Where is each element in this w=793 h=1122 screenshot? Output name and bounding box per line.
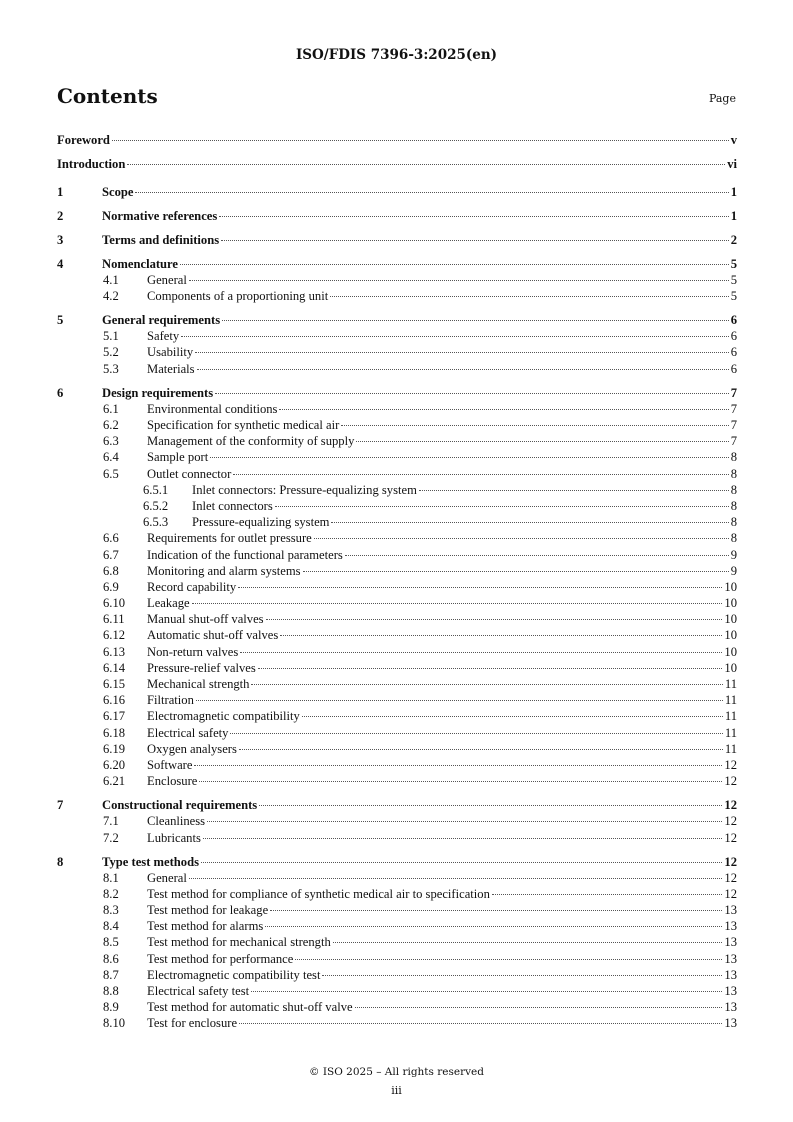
toc-entry-number: 8 bbox=[57, 854, 64, 869]
toc-entry-number: 8.3 bbox=[103, 903, 119, 918]
toc-entry-number: 8.7 bbox=[103, 967, 119, 982]
toc-entry-title: Electromagnetic compatibility test bbox=[147, 967, 321, 982]
toc-entry-number: 6.17 bbox=[103, 709, 126, 724]
dot-leader bbox=[221, 240, 729, 241]
toc-entry-title: Outlet connector bbox=[147, 466, 232, 481]
toc-entry-page: 7 bbox=[730, 434, 737, 449]
toc-entry-title: Safety bbox=[147, 329, 180, 344]
toc-entry-title: Nomenclature bbox=[102, 256, 179, 271]
toc-entry[interactable] bbox=[57, 870, 737, 886]
toc-entry[interactable] bbox=[57, 951, 737, 967]
dot-leader bbox=[265, 926, 722, 927]
toc-entry-page: 13 bbox=[724, 919, 737, 934]
toc-entry[interactable] bbox=[57, 886, 737, 902]
toc-entry-number: 7.1 bbox=[103, 814, 119, 829]
toc-entry-title: Oxygen analysers bbox=[147, 741, 237, 756]
toc-entry-title: Introduction bbox=[57, 152, 126, 176]
toc-entry-number: 6.9 bbox=[103, 579, 119, 594]
toc-entry[interactable] bbox=[57, 741, 737, 757]
toc-entry-page: 8 bbox=[730, 466, 737, 481]
toc-entry-number: 6.5 bbox=[103, 466, 119, 481]
toc-entry[interactable] bbox=[57, 902, 737, 918]
toc-entry-title: Indication of the functional parameters bbox=[147, 547, 343, 562]
toc-entry-number: 6.12 bbox=[103, 628, 126, 643]
dot-leader bbox=[207, 821, 722, 822]
toc-entry[interactable] bbox=[57, 725, 737, 741]
toc-entry[interactable] bbox=[57, 644, 737, 660]
toc-entry-title: Management of the conformity of supply bbox=[147, 434, 355, 449]
toc-entry-page: 10 bbox=[724, 628, 737, 643]
toc-entry[interactable] bbox=[57, 999, 737, 1015]
toc-entry-page: 6 bbox=[730, 329, 737, 344]
toc-entry-title: Lubricants bbox=[147, 830, 201, 845]
contents-title: Contents bbox=[57, 84, 158, 108]
toc-entry[interactable] bbox=[57, 579, 737, 595]
toc-entry-page: 1 bbox=[730, 184, 737, 199]
toc-entry[interactable] bbox=[57, 344, 737, 360]
page-number: iii bbox=[391, 1084, 402, 1097]
toc-entry-number: 2 bbox=[57, 208, 64, 223]
dot-leader bbox=[194, 765, 722, 766]
toc-entry[interactable] bbox=[57, 208, 737, 224]
dot-leader bbox=[330, 296, 729, 297]
toc-entry-number: 8.6 bbox=[103, 951, 119, 966]
toc-entry-number: 5.1 bbox=[103, 329, 119, 344]
dot-leader bbox=[322, 975, 722, 976]
toc-entry[interactable] bbox=[57, 854, 737, 870]
toc-entry-number: 4.2 bbox=[103, 289, 119, 304]
toc-entry-number: 8.10 bbox=[103, 1016, 126, 1031]
dot-leader bbox=[203, 838, 723, 839]
toc-entry-page: 11 bbox=[724, 741, 737, 756]
toc-entry-number: 6.6 bbox=[103, 531, 119, 546]
toc-entry-page: 8 bbox=[730, 531, 737, 546]
toc-entry-number: 6.3 bbox=[103, 434, 119, 449]
toc-entry-number: 6.8 bbox=[103, 563, 119, 578]
toc-entry-title: Constructional requirements bbox=[102, 798, 258, 813]
toc-entry-title: Sample port bbox=[147, 450, 209, 465]
toc-entry[interactable] bbox=[57, 482, 737, 498]
dot-leader bbox=[333, 942, 723, 943]
toc-entry[interactable] bbox=[57, 530, 737, 546]
toc-entry[interactable] bbox=[57, 449, 737, 465]
toc-entry[interactable] bbox=[57, 813, 737, 829]
dot-leader bbox=[251, 991, 722, 992]
dot-leader bbox=[345, 555, 729, 556]
toc-entry-page: 8 bbox=[730, 515, 737, 530]
toc-entry-number: 6.4 bbox=[103, 450, 119, 465]
toc-entry[interactable] bbox=[57, 563, 737, 579]
toc-entry-number: 8.5 bbox=[103, 935, 119, 950]
toc-entry-page: 5 bbox=[730, 272, 737, 287]
dot-leader bbox=[302, 716, 723, 717]
dot-leader bbox=[356, 441, 728, 442]
toc-entry[interactable] bbox=[57, 967, 737, 983]
dot-leader bbox=[219, 216, 728, 217]
toc-entry[interactable] bbox=[57, 660, 737, 676]
toc-entry-title: Test for enclosure bbox=[147, 1016, 238, 1031]
toc-entry-title: Record capability bbox=[147, 579, 237, 594]
toc-entry-title: Terms and definitions bbox=[102, 232, 220, 247]
toc-entry-number: 6.13 bbox=[103, 644, 126, 659]
toc-entry-page: 12 bbox=[724, 814, 737, 829]
toc-entry-number: 3 bbox=[57, 232, 64, 247]
toc-entry-title: Filtration bbox=[147, 693, 194, 708]
toc-entry-page: 12 bbox=[724, 854, 737, 869]
dot-leader bbox=[341, 425, 728, 426]
dot-leader bbox=[199, 781, 722, 782]
toc-entry-number: 6.10 bbox=[103, 596, 126, 611]
toc-entry-page: 11 bbox=[724, 709, 737, 724]
toc-entry-title: Pressure-relief valves bbox=[147, 660, 256, 675]
dot-leader bbox=[280, 635, 722, 636]
dot-leader bbox=[239, 749, 723, 750]
toc-entry-page: 12 bbox=[724, 870, 737, 885]
dot-leader bbox=[238, 587, 722, 588]
toc-entry[interactable] bbox=[57, 692, 737, 708]
toc-entry-title: Test method for compliance of synthetic medical air to specification bbox=[147, 886, 490, 901]
toc-entry-page: 10 bbox=[724, 612, 737, 627]
toc-entry-page: 6 bbox=[730, 361, 737, 376]
dot-leader bbox=[180, 264, 729, 265]
toc-entry-title: General requirements bbox=[102, 313, 221, 328]
toc-entry-page: 8 bbox=[730, 482, 737, 497]
toc-entry-page: 13 bbox=[724, 935, 737, 950]
dot-leader bbox=[127, 164, 725, 165]
toc-entry-title: Software bbox=[147, 757, 193, 772]
toc-entry[interactable] bbox=[57, 547, 737, 563]
toc-entry[interactable] bbox=[57, 433, 737, 449]
page-column-label: Page bbox=[708, 92, 736, 105]
toc-entry-number: 8.8 bbox=[103, 984, 119, 998]
toc-entry-page: vi bbox=[726, 152, 737, 176]
toc-entry-number: 8.2 bbox=[103, 886, 119, 901]
toc-entry-page: 12 bbox=[724, 830, 737, 845]
toc-entry[interactable] bbox=[57, 676, 737, 692]
toc-entry-number: 7.2 bbox=[103, 830, 119, 845]
dot-leader bbox=[355, 1007, 723, 1008]
toc-entry[interactable] bbox=[57, 934, 737, 950]
toc-entry-page: 8 bbox=[730, 498, 737, 513]
toc-entry-page: 11 bbox=[724, 677, 737, 692]
toc-entry-page: 7 bbox=[730, 418, 737, 433]
toc-entry[interactable] bbox=[57, 1015, 737, 1031]
toc-entry[interactable] bbox=[57, 757, 737, 773]
toc-entry-page: 2 bbox=[730, 232, 737, 247]
toc-entry-title: General bbox=[147, 870, 187, 885]
toc-entry-page: 6 bbox=[730, 345, 737, 360]
toc-entry-number: 6.19 bbox=[103, 741, 126, 756]
dot-leader bbox=[181, 336, 729, 337]
dot-leader bbox=[197, 369, 729, 370]
toc-entry-title: Inlet connectors: Pressure-equalizing system bbox=[192, 482, 417, 497]
toc-entry-page: 12 bbox=[724, 798, 737, 813]
toc-entry-number: 6.5.3 bbox=[143, 515, 169, 530]
toc-entry-number: 6.7 bbox=[103, 547, 119, 562]
toc-entry-number: 5 bbox=[57, 313, 64, 328]
toc-entry-number: 6.18 bbox=[103, 725, 126, 740]
dot-leader bbox=[266, 619, 723, 620]
toc-entry-page: 9 bbox=[730, 547, 737, 562]
toc-entry-page: v bbox=[730, 128, 737, 152]
toc-entry-page: 10 bbox=[724, 644, 737, 659]
toc-entry-title: Materials bbox=[147, 361, 195, 376]
toc-entry-title: Specification for synthetic medical air bbox=[147, 418, 340, 433]
dot-leader bbox=[259, 805, 722, 806]
dot-leader bbox=[201, 862, 722, 863]
toc-entry[interactable] bbox=[57, 466, 737, 482]
toc-entry-title: Environmental conditions bbox=[147, 401, 278, 416]
toc-entry[interactable] bbox=[57, 983, 737, 999]
toc-entry-title: Electromagnetic compatibility bbox=[147, 709, 300, 724]
toc-entry-number: 5.2 bbox=[103, 345, 119, 360]
toc-entry[interactable] bbox=[57, 232, 737, 248]
dot-leader bbox=[251, 684, 722, 685]
toc-entry-number: 8.9 bbox=[103, 1000, 119, 1015]
toc-entry[interactable] bbox=[57, 773, 737, 789]
toc-entry-title: Scope bbox=[102, 184, 134, 199]
toc-entry-page: 12 bbox=[724, 886, 737, 901]
dot-leader bbox=[258, 668, 723, 669]
toc-entry[interactable] bbox=[57, 797, 737, 813]
toc-entry[interactable] bbox=[57, 256, 737, 272]
toc-entry-title: Test method for mechanical strength bbox=[147, 935, 331, 950]
toc-entry-number: 6.14 bbox=[103, 660, 126, 675]
toc-entry[interactable] bbox=[57, 385, 737, 401]
toc-entry-title: Foreword bbox=[57, 128, 111, 152]
toc-entry-number: 6 bbox=[57, 385, 64, 400]
toc-entry[interactable] bbox=[57, 401, 737, 417]
toc-entry-title: Normative references bbox=[102, 208, 218, 223]
copyright-footer: © ISO 2025 – All rights reserved bbox=[309, 1066, 484, 1078]
toc-entry-number: 6.5.2 bbox=[143, 498, 169, 513]
toc-entry-number: 6.5.1 bbox=[143, 482, 169, 497]
dot-leader bbox=[295, 959, 722, 960]
dot-leader bbox=[192, 603, 723, 604]
toc-entry-title: Type test methods bbox=[102, 854, 200, 869]
toc-entry[interactable] bbox=[57, 152, 737, 176]
toc-entry-title: Non-return valves bbox=[147, 644, 239, 659]
toc-entry[interactable] bbox=[57, 830, 737, 846]
dot-leader bbox=[240, 652, 722, 653]
toc-entry-page: 10 bbox=[724, 579, 737, 594]
toc-entry-page: 10 bbox=[724, 596, 737, 611]
dot-leader bbox=[222, 320, 729, 321]
toc-entry[interactable] bbox=[57, 498, 737, 514]
dot-leader bbox=[135, 192, 728, 193]
toc-entry[interactable] bbox=[57, 312, 737, 328]
toc-entry-number: 6.11 bbox=[103, 612, 125, 627]
toc-entry-title: Requirements for outlet pressure bbox=[147, 531, 312, 546]
dot-leader bbox=[233, 474, 728, 475]
toc-entry-page: 5 bbox=[730, 289, 737, 304]
toc-entry-page: 13 bbox=[724, 967, 737, 982]
toc-entry-page: 13 bbox=[724, 951, 737, 966]
dot-leader bbox=[239, 1023, 722, 1024]
toc-entry[interactable] bbox=[57, 918, 737, 934]
table-of-contents bbox=[57, 128, 737, 1032]
dot-leader bbox=[189, 878, 723, 879]
dot-leader bbox=[230, 733, 722, 734]
toc-entry-page: 13 bbox=[724, 903, 737, 918]
toc-entry-page: 11 bbox=[724, 725, 737, 740]
toc-entry[interactable] bbox=[57, 272, 737, 288]
toc-entry-title: Test method for alarms bbox=[147, 919, 264, 934]
toc-entry[interactable] bbox=[57, 288, 737, 304]
toc-entry-title: Monitoring and alarm systems bbox=[147, 563, 301, 578]
toc-entry-title: Electrical safety bbox=[147, 725, 229, 740]
toc-entry-page: 9 bbox=[730, 563, 737, 578]
document-id-header: ISO/FDIS 7396-3:2025(en) bbox=[295, 47, 498, 63]
toc-entry-page: 12 bbox=[724, 774, 737, 789]
toc-entry-number: 6.15 bbox=[103, 677, 126, 692]
dot-leader bbox=[331, 522, 728, 523]
dot-leader bbox=[275, 506, 729, 507]
dot-leader bbox=[196, 700, 723, 701]
toc-entry-page: 13 bbox=[724, 1016, 737, 1031]
toc-entry[interactable] bbox=[57, 514, 737, 530]
dot-leader bbox=[419, 490, 729, 491]
toc-entry-title: Components of a proportioning unit bbox=[147, 289, 329, 304]
toc-entry-title: Manual shut-off valves bbox=[147, 612, 264, 627]
toc-entry-title: Test method for leakage bbox=[147, 903, 269, 918]
toc-entry-number: 6.20 bbox=[103, 757, 126, 772]
dot-leader bbox=[303, 571, 729, 572]
toc-entry[interactable] bbox=[57, 595, 737, 611]
toc-entry-title: Pressure-equalizing system bbox=[192, 515, 330, 530]
toc-entry-number: 5.3 bbox=[103, 361, 119, 376]
toc-entry-page: 6 bbox=[730, 313, 737, 328]
dot-leader bbox=[189, 280, 729, 281]
toc-entry-page: 1 bbox=[730, 208, 737, 223]
toc-entry-number: 6.2 bbox=[103, 418, 119, 433]
dot-leader bbox=[314, 538, 729, 539]
toc-entry-page: 7 bbox=[730, 401, 737, 416]
toc-entry-page: 5 bbox=[730, 256, 737, 271]
toc-entry-title: Leakage bbox=[147, 596, 190, 611]
toc-entry-title: Test method for automatic shut-off valve bbox=[147, 1000, 353, 1015]
toc-entry-page: 13 bbox=[724, 984, 737, 998]
toc-entry-title: Design requirements bbox=[102, 385, 214, 400]
toc-entry-number: 6.16 bbox=[103, 693, 126, 708]
dot-leader bbox=[210, 457, 728, 458]
toc-entry[interactable] bbox=[57, 184, 737, 200]
toc-entry-page: 7 bbox=[730, 385, 737, 400]
toc-entry-title: Test method for performance bbox=[147, 951, 294, 966]
toc-entry-number: 8.1 bbox=[103, 870, 119, 885]
toc-entry-number: 1 bbox=[57, 184, 64, 199]
toc-entry-page: 10 bbox=[724, 660, 737, 675]
toc-entry-number: 7 bbox=[57, 798, 64, 813]
dot-leader bbox=[492, 894, 723, 895]
toc-entry-page: 8 bbox=[730, 450, 737, 465]
toc-entry[interactable] bbox=[57, 611, 737, 627]
toc-entry[interactable] bbox=[57, 708, 737, 724]
toc-entry-number: 4 bbox=[57, 256, 64, 271]
toc-entry[interactable] bbox=[57, 361, 737, 377]
toc-entry-title: Cleanliness bbox=[147, 814, 206, 829]
dot-leader bbox=[195, 352, 729, 353]
toc-entry-number: 6.21 bbox=[103, 774, 126, 789]
toc-entry-page: 13 bbox=[724, 1000, 737, 1015]
toc-entry-page: 12 bbox=[724, 757, 737, 772]
toc-entry[interactable] bbox=[57, 627, 737, 643]
toc-entry[interactable] bbox=[57, 328, 737, 344]
toc-entry-number: 8.4 bbox=[103, 919, 119, 934]
toc-entry-title: Automatic shut-off valves bbox=[147, 628, 279, 643]
toc-entry-title: General bbox=[147, 272, 187, 287]
toc-entry-number: 6.1 bbox=[103, 401, 119, 416]
toc-entry-page: 11 bbox=[724, 693, 737, 708]
toc-entry[interactable] bbox=[57, 417, 737, 433]
toc-entry[interactable] bbox=[57, 128, 737, 152]
dot-leader bbox=[270, 910, 722, 911]
toc-entry-number: 4.1 bbox=[103, 272, 119, 287]
dot-leader bbox=[215, 393, 729, 394]
toc-entry-title: Enclosure bbox=[147, 774, 198, 789]
toc-entry-title: Electrical safety test bbox=[147, 984, 250, 998]
toc-entry-title: Mechanical strength bbox=[147, 677, 250, 692]
dot-leader bbox=[112, 140, 729, 141]
dot-leader bbox=[279, 409, 728, 410]
toc-entry-title: Usability bbox=[147, 345, 194, 360]
toc-entry-title: Inlet connectors bbox=[192, 498, 273, 513]
